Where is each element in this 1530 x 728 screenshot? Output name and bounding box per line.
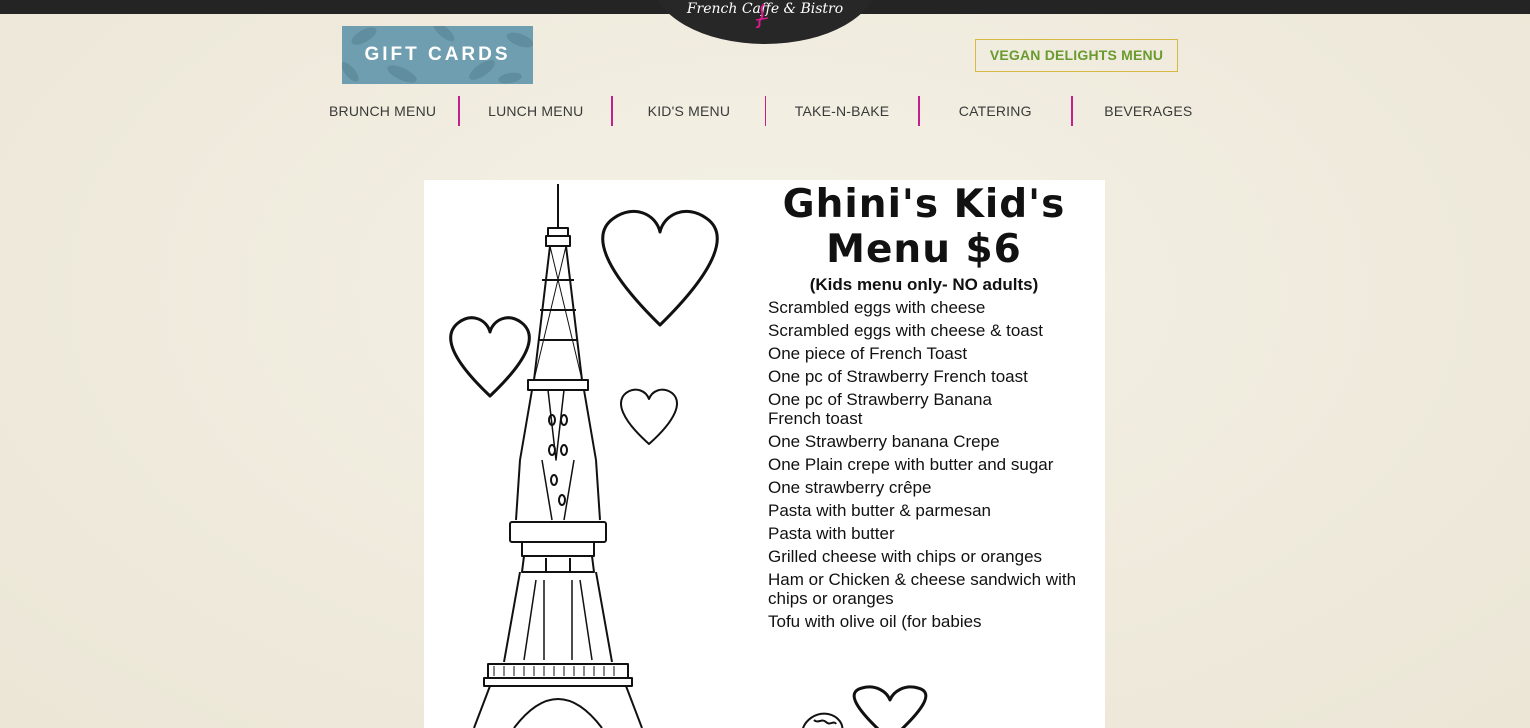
nav-item-brunch-menu[interactable]: BRUNCH MENU <box>328 103 437 119</box>
list-item: One pc of Strawberry French toast <box>768 367 1028 386</box>
list-item: Scrambled eggs with cheese <box>768 298 986 317</box>
list-item: Pasta with butter & parmesan <box>768 501 992 520</box>
nav-item-catering[interactable]: CATERING <box>958 103 1032 119</box>
list-item: Ham or Chicken & cheese sandwich with chips or oranges <box>768 570 1077 608</box>
list-item: Tofu with olive oil (for babies <box>768 612 982 631</box>
kids-menu-title <box>764 182 1084 272</box>
doodle-icon <box>802 714 842 728</box>
nav-item-beverages[interactable]: BEVERAGES <box>1104 103 1193 119</box>
nav-item-take-n-bake[interactable]: TAKE-N-BAKE <box>794 103 890 119</box>
list-item: One Plain crepe with butter and sugar <box>768 455 1054 474</box>
list-item: Scrambled eggs with cheese & toast <box>768 321 1043 340</box>
kids-menu-title-line2: Menu $6 <box>826 227 1022 272</box>
gift-cards-button[interactable] <box>342 26 533 84</box>
list-item: One Strawberry banana Crepe <box>768 432 1000 451</box>
kids-menu-image <box>424 180 1105 728</box>
list-item: One pc of Strawberry Banana French toast <box>768 390 992 428</box>
gift-cards-label: GIFT CARDS <box>364 44 511 65</box>
list-item: One strawberry crêpe <box>768 478 932 497</box>
list-item: Grilled cheese with chips or oranges <box>768 547 1043 566</box>
vegan-delights-menu-button[interactable]: VEGAN DELIGHTS MENU <box>975 39 1178 72</box>
kids-menu-list <box>768 298 1098 635</box>
kids-menu-title-line1: Ghini's Kid's <box>782 182 1066 227</box>
kids-menu-subtitle: (Kids menu only- NO adults) <box>809 275 1039 294</box>
list-item: One piece of French Toast <box>768 344 968 363</box>
logo-flourish-icon <box>752 4 772 28</box>
list-item: Pasta with butter <box>768 524 895 543</box>
main-nav <box>307 95 1224 127</box>
nav-item-kids-menu[interactable]: KID'S MENU <box>647 103 731 119</box>
nav-item-lunch-menu[interactable]: LUNCH MENU <box>488 103 584 119</box>
logo-text[interactable]: French Caffe & Bistro <box>686 1 844 17</box>
